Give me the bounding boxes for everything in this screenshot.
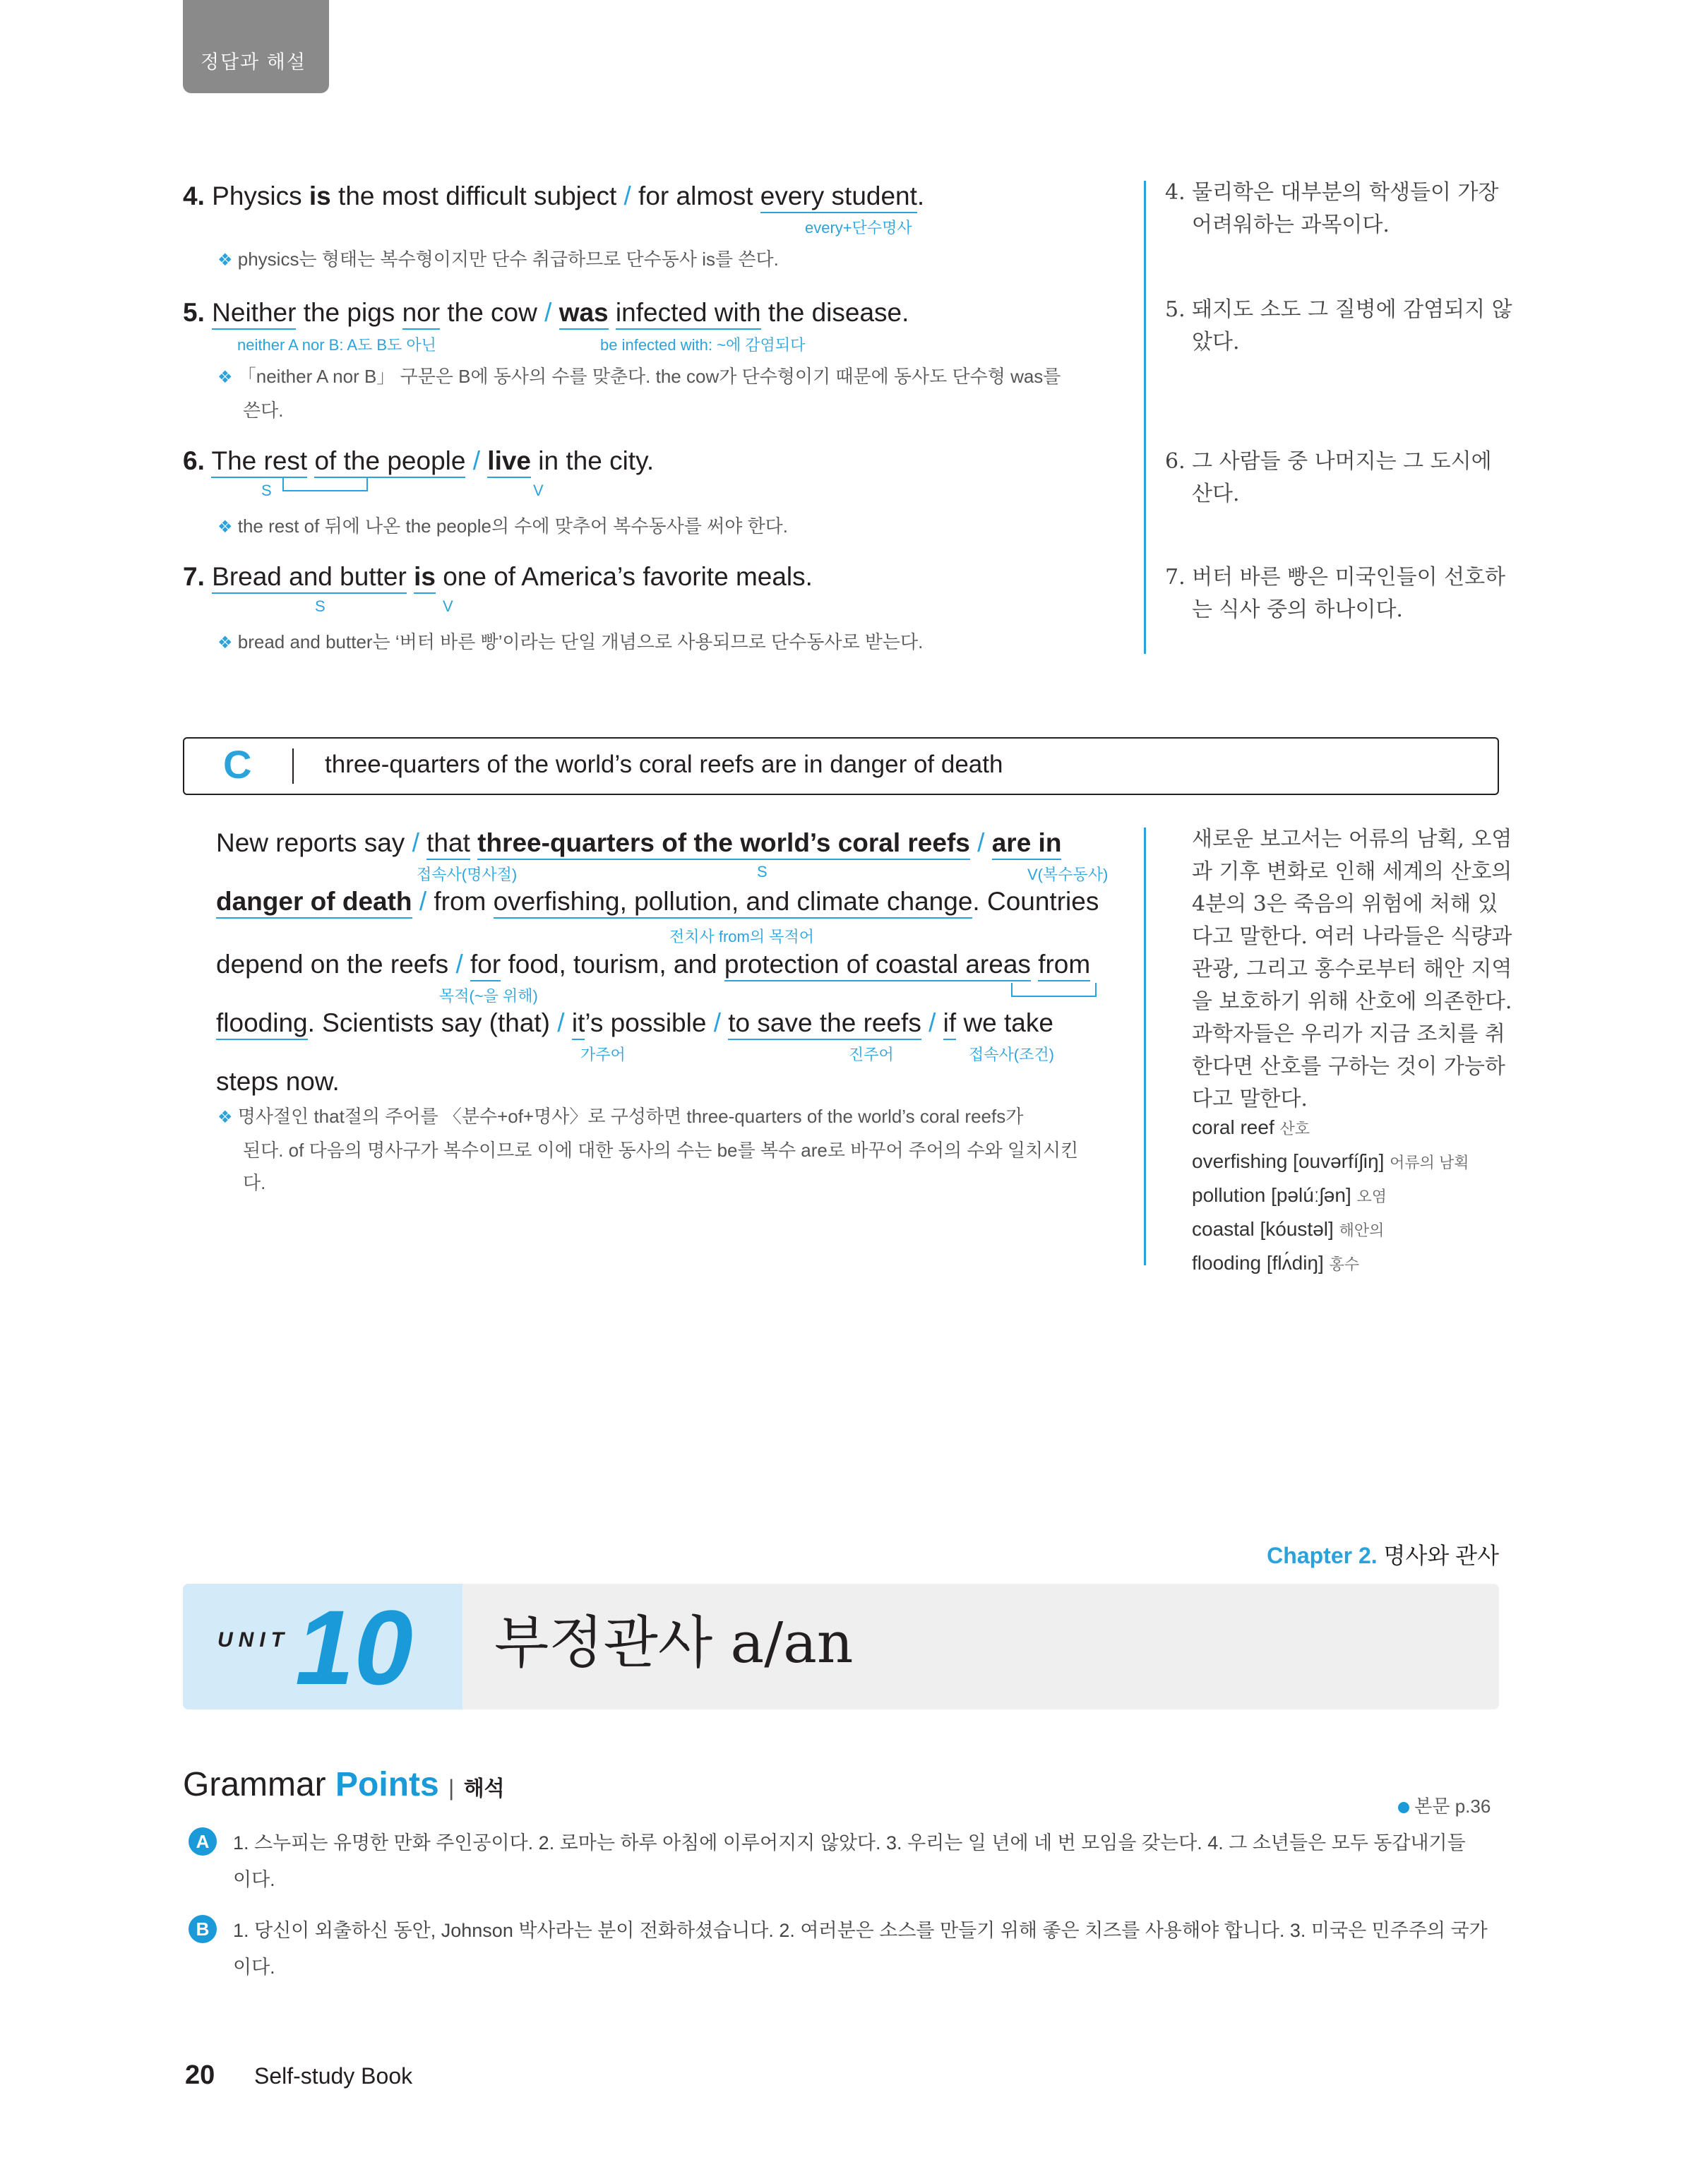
annotation: neither A nor B: A도 B도 아닌 xyxy=(237,336,436,354)
vocab-item: pollution [pəlúːʃən] 오염 xyxy=(1192,1184,1387,1206)
sentence-6: 6. The rest of the people / live in the city. xyxy=(183,446,654,477)
annotation-verb: V xyxy=(533,482,544,499)
vocab-item: flooding [flʌ́diŋ] 홍수 xyxy=(1192,1252,1360,1274)
unit-word: UNIT xyxy=(217,1628,289,1652)
translation-6: 6. 그 사람들 중 나머지는 그 도시에 산다. xyxy=(1165,449,1492,506)
note-4: ❖ physics는 형태는 복수형이지만 단수 취급하므로 단수동사 is를 쓴다. xyxy=(217,249,779,270)
chapter-label: Chapter 2. 명사와 관사 xyxy=(1267,1543,1499,1568)
bullet-dot-icon xyxy=(1398,1802,1409,1813)
unit-title: 부정관사 a/an xyxy=(494,1610,854,1676)
diamond-bullet-icon: ❖ xyxy=(217,518,233,537)
header-tab xyxy=(183,0,329,93)
section-c-title: three-quarters of the world’s coral reefs are in danger of death xyxy=(325,751,1003,778)
note-7: ❖ bread and butter는 ‘버터 바른 빵’이라는 단일 개념으로 사용되므로 단수동사로 받는다. xyxy=(217,631,924,652)
annotation: 진주어 xyxy=(849,1046,894,1063)
translation-4: 4. 물리학은 대부분의 학생들이 가장 어려워하는 과목이다. xyxy=(1165,180,1499,237)
badge-b: B xyxy=(189,1915,217,1943)
annotation: be infected with: ~에 감염되다 xyxy=(600,336,806,354)
vocabulary-list xyxy=(1192,1111,1469,1281)
grammar-points-heading: Grammar Points | 해석 xyxy=(183,1766,505,1803)
modifier-arrow xyxy=(282,477,368,491)
annotation: 전치사 from의 목적어 xyxy=(669,928,814,945)
diamond-bullet-icon: ❖ xyxy=(217,251,233,270)
diamond-bullet-icon: ❖ xyxy=(217,1108,233,1127)
note-5: ❖ 「neither A nor B」 구문은 B에 동사의 수를 맞춘다. the cow가 단수형이기 때문에 동사도 단수형 was를 쓴다. xyxy=(217,366,1061,421)
book-title: Self-study Book xyxy=(254,2063,413,2089)
annotation: 가주어 xyxy=(580,1046,626,1063)
translation-7: 7. 버터 바른 빵은 미국인들이 선호하 는 식사 중의 하나이다. xyxy=(1165,565,1506,622)
annotation: 목적(~을 위해) xyxy=(439,987,538,1005)
annotation: V(복수동사) xyxy=(1027,866,1109,883)
annotation-subject: S xyxy=(315,597,326,615)
translation-5: 5. 돼지도 소도 그 질병에 감염되지 않 았다. xyxy=(1165,297,1512,354)
page-number: 20 xyxy=(185,2060,215,2090)
annotation-subject: S xyxy=(261,482,272,499)
page-reference: 본문 p.36 xyxy=(1398,1792,1491,1818)
passage-line-5: steps now. xyxy=(216,1067,340,1096)
vocab-item: overfishing [ouvərfíʃiŋ] 어류의 남획 xyxy=(1192,1150,1469,1172)
note-6: ❖ the rest of 뒤에 나온 the people의 수에 맞추어 복수동사를 써야 한다. xyxy=(217,515,789,537)
passage-line-1: New reports say / that three-quarters of the world’s coral reefs / are in xyxy=(216,828,1061,859)
column-divider-top xyxy=(1144,181,1146,654)
passage-line-4: flooding. Scientists say (that) / it’s possible / to save the reefs / if we take xyxy=(216,1008,1053,1039)
sentence-4: 4. Physics is the most difficult subject / for almost every student. xyxy=(183,181,924,212)
vocab-item: coral reef 산호 xyxy=(1192,1116,1310,1138)
unit-number: 10 xyxy=(295,1588,413,1707)
sentence-7: 7. Bread and butter is one of America’s favorite meals. xyxy=(183,561,813,592)
diamond-bullet-icon: ❖ xyxy=(217,368,233,387)
annotation: 접속사(조건) xyxy=(969,1046,1054,1063)
translation-c: 새로운 보고서는 어류의 남획, 오염 과 기후 변화로 인해 세계의 산호의 4분의 3은 죽음의 위험에 처해 있 다고 말한다. 여러 나라들은 식량과 관광, 그리고 홍수로부터 해안 지역 을 보호하기 위해 산호에 의존한다. 과학자들은 우리가 지금 조치를 취 한다면 산호를 구하는 것이 가능하 다고 말한다. xyxy=(1192,827,1512,1111)
vocab-item: coastal [kóustəl] 해안의 xyxy=(1192,1218,1385,1240)
column-divider-c xyxy=(1144,828,1146,1265)
passage-line-2: danger of death / from overfishing, pollution, and climate change. Countries xyxy=(216,886,1099,917)
grammar-b-text: 1. 당신이 외출하신 동안, Johnson 박사라는 분이 전화하셨습니다. 2. 여러분은 소스를 만들기 위해 좋은 치즈를 사용해야 합니다. 3. 미국은 민주주의 국가 이다. xyxy=(233,1920,1488,1978)
annotation: 접속사(명사절) xyxy=(417,866,518,883)
annotation-verb: V xyxy=(443,597,453,615)
grammar-a-text: 1. 스누피는 유명한 만화 주인공이다. 2. 로마는 하루 아침에 이루어지지 않았다. 3. 우리는 일 년에 네 번 모임을 갖는다. 4. 그 소년들은 모두 동갑내기들 이다. xyxy=(233,1832,1466,1890)
badge-a: A xyxy=(189,1827,217,1856)
annotation: S xyxy=(757,863,768,880)
sentence-5: 5. Neither the pigs nor the cow / was infected with the disease. xyxy=(183,297,909,328)
diamond-bullet-icon: ❖ xyxy=(217,633,233,652)
annotation: every+단수명사 xyxy=(805,219,912,237)
section-c-letter: C xyxy=(223,742,252,787)
header-tab-label: 정답과 해설 xyxy=(201,52,306,73)
section-c-divider xyxy=(292,748,294,784)
passage-line-3: depend on the reefs / for food, tourism, and protection of coastal areas from xyxy=(216,949,1090,980)
modifier-arrow xyxy=(1011,983,1097,997)
note-c: ❖ 명사절인 that절의 주어를 〈분수+of+명사〉로 구성하면 three-quarters of the world’s coral reefs가 된다. of 다음의 명사구가 복수이므로 이에 대한 동사의 수는 be를 복수 are로 바꾸어 주어의 수와 일치시킨 다. xyxy=(217,1106,1079,1193)
